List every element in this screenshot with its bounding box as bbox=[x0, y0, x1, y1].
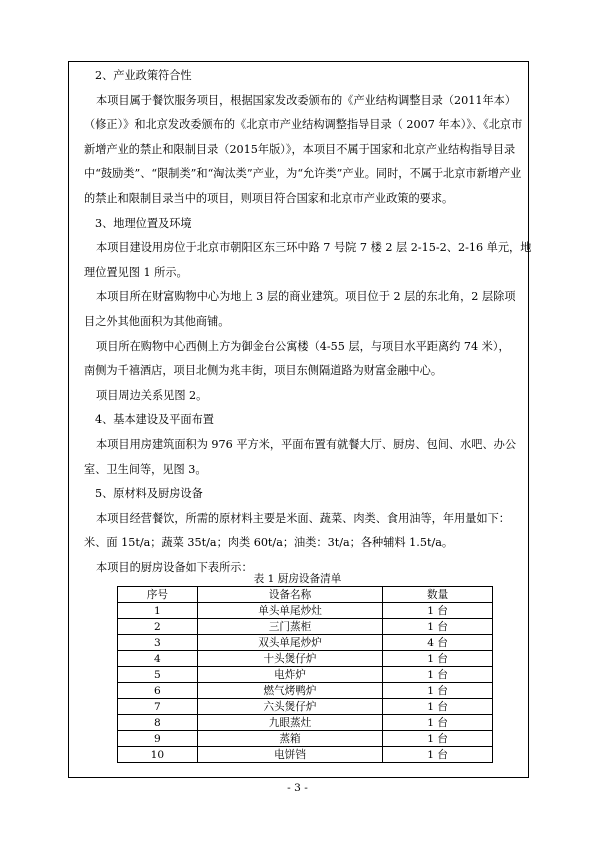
text-line: 本项目所在财富购物中心为地上 3 层的商业建筑。项目位于 2 层的东北角，2 层除项 bbox=[96, 290, 516, 304]
table-cell: 1 台 bbox=[383, 667, 493, 683]
table-cell: 4 bbox=[118, 651, 198, 667]
text-line: 的禁止和限制目录当中的项目，则项目符合国家和北京市产业政策的要求。 bbox=[84, 191, 454, 205]
table-cell: 十头煲仔炉 bbox=[197, 651, 382, 667]
table-cell: 六头煲仔炉 bbox=[197, 699, 382, 715]
text-line: 南侧为千禧酒店，项目北侧为兆丰街，项目东侧隔道路为财富金融中心。 bbox=[84, 364, 443, 378]
table-cell: 9 bbox=[118, 731, 198, 747]
table-cell: 8 bbox=[118, 715, 198, 731]
table-cell: 九眼蒸灶 bbox=[197, 715, 382, 731]
table-header-row bbox=[118, 587, 493, 603]
text-line: 本项目的厨房设备如下表所示： bbox=[96, 560, 253, 574]
table-row bbox=[118, 699, 493, 715]
column-header: 序号 bbox=[118, 587, 198, 603]
text-line: （修正）》和北京发改委颁布的《北京市产业结构调整指导目录（ 2007 年本）》、《北京市 bbox=[84, 118, 523, 132]
section-heading-location: 3、地理位置及环境 bbox=[95, 216, 192, 230]
table-row bbox=[118, 715, 493, 731]
column-header: 设备名称 bbox=[197, 587, 382, 603]
table-cell: 7 bbox=[118, 699, 198, 715]
table-cell: 燃气烤鸭炉 bbox=[197, 683, 382, 699]
table-cell: 1 台 bbox=[383, 651, 493, 667]
table-row bbox=[118, 667, 493, 683]
table-cell: 4 台 bbox=[383, 635, 493, 651]
paragraph-location-4 bbox=[84, 384, 524, 409]
table-cell: 单头单尾炒灶 bbox=[197, 603, 382, 619]
document-body bbox=[84, 64, 532, 580]
text-line: 本项目经营餐饮，所需的原材料主要是米面、蔬菜、肉类、食用油等，年用量如下： bbox=[96, 511, 510, 525]
text-line: 米、面 15t/a；蔬菜 35t/a；肉类 60t/a；油类：3t/a；各种辅料 1.5t/a。 bbox=[84, 536, 454, 550]
table-row bbox=[118, 747, 493, 763]
table-caption: 表 1 厨房设备清单 bbox=[253, 573, 342, 585]
table-cell: 三门蒸柜 bbox=[197, 619, 382, 635]
text-line: 本项目用房建筑面积为 976 平方米，平面布置有就餐大厅、厨房、包间、水吧、办公 bbox=[96, 437, 517, 451]
paragraph-location-1 bbox=[84, 236, 532, 285]
table-cell: 2 bbox=[118, 619, 198, 635]
text-line: 目之外其他面积为其他商铺。 bbox=[84, 314, 230, 328]
section-heading-layout: 4、基本建设及平面布置 bbox=[95, 413, 214, 427]
table-cell: 电炸炉 bbox=[197, 667, 382, 683]
table-row bbox=[118, 651, 493, 667]
text-line: 本项目建设用房位于北京市朝阳区东三环中路 7 号院 7 楼 2 层 2-15-2、2-16 单元，地 bbox=[96, 241, 532, 255]
table-row bbox=[118, 731, 493, 747]
text-line: 中“鼓励类”、“限制类”和“淘汰类”产业，为“允许类”产业。同时，不属于北京市新增产业 bbox=[84, 167, 522, 181]
text-line: 室、卫生间等，见图 3。 bbox=[84, 462, 207, 476]
table-cell: 1 台 bbox=[383, 699, 493, 715]
table-cell: 5 bbox=[118, 667, 198, 683]
text-line: 项目周边关系见图 2。 bbox=[96, 388, 208, 402]
page-number: - 3 - bbox=[287, 782, 308, 794]
table-cell: 双头单尾炒炉 bbox=[197, 635, 382, 651]
paragraph-layout bbox=[84, 433, 524, 482]
table-cell: 1 台 bbox=[383, 747, 493, 763]
table-cell: 3 bbox=[118, 635, 198, 651]
table-cell: 1 台 bbox=[383, 683, 493, 699]
paragraph-materials bbox=[84, 507, 524, 556]
column-header: 数量 bbox=[383, 587, 493, 603]
table-cell: 6 bbox=[118, 683, 198, 699]
paragraph-location-2 bbox=[84, 285, 524, 334]
section-heading-materials: 5、原材料及厨房设备 bbox=[95, 487, 203, 501]
table-cell: 蒸箱 bbox=[197, 731, 382, 747]
paragraph-location-3 bbox=[84, 335, 524, 384]
table-cell: 1 台 bbox=[383, 619, 493, 635]
text-line: 项目所在购物中心西侧上方为御金台公寓楼（4-55 层，与项目水平距离约 74 米）， bbox=[96, 339, 510, 353]
table-row bbox=[118, 603, 493, 619]
paragraph-policy bbox=[84, 89, 524, 212]
table-row bbox=[118, 619, 493, 635]
table-cell: 1 bbox=[118, 603, 198, 619]
table-row bbox=[118, 635, 493, 651]
table-row bbox=[118, 683, 493, 699]
table-cell: 电饼铛 bbox=[197, 747, 382, 763]
table-cell: 1 台 bbox=[383, 731, 493, 747]
text-line: 本项目属于餐饮服务项目，根据国家发改委颁布的《产业结构调整目录（2011年本） bbox=[96, 93, 517, 107]
table-cell: 1 台 bbox=[383, 715, 493, 731]
equipment-table bbox=[117, 586, 493, 763]
table-cell: 1 台 bbox=[383, 603, 493, 619]
text-line: 新增产业的禁止和限制目录（2015年版）》，本项目不属于国家和北京产业结构指导目录 bbox=[84, 142, 516, 156]
text-line: 理位置见图 1 所示。 bbox=[84, 265, 188, 279]
table-cell: 10 bbox=[118, 747, 198, 763]
section-heading-policy: 2、产业政策符合性 bbox=[95, 69, 192, 82]
